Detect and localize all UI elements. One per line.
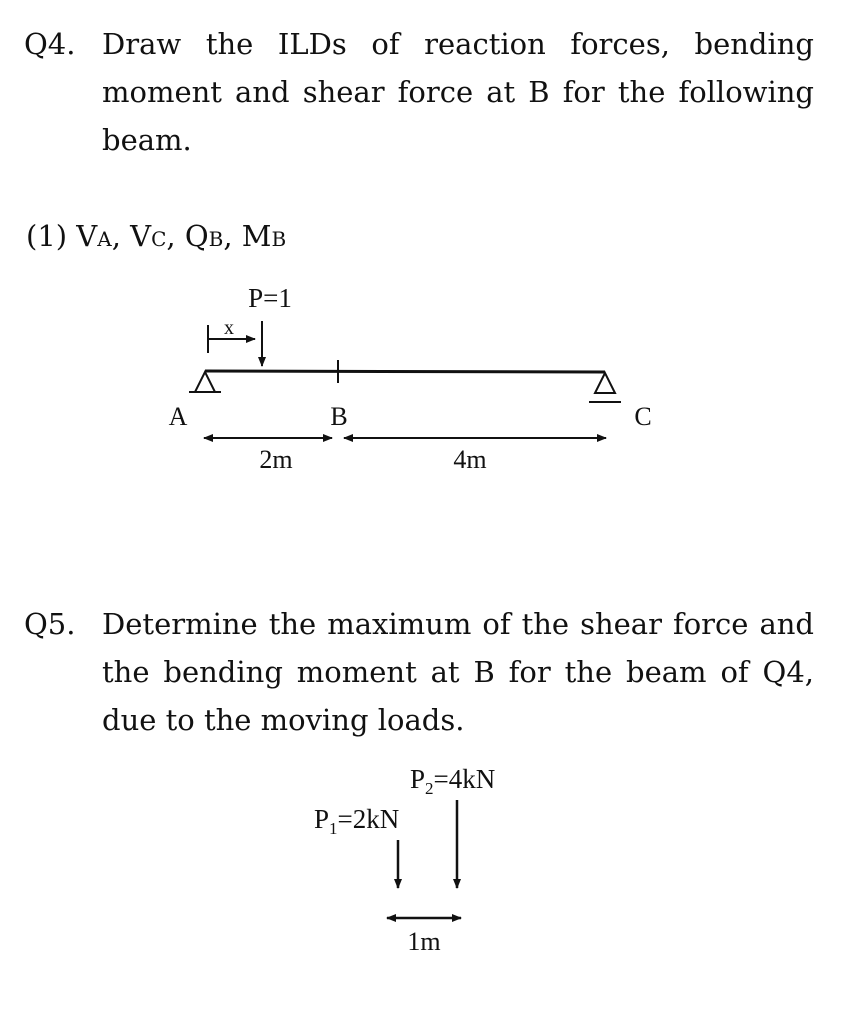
x-dimension	[208, 317, 255, 353]
label-vc: VC,	[130, 219, 185, 253]
span-ab-label: 2m	[259, 445, 293, 474]
span-bc-label: 4m	[453, 445, 487, 474]
beam-figure	[169, 283, 652, 474]
p1-label: $P_1=2kN$	[314, 804, 400, 838]
support-a	[189, 372, 221, 392]
label-mb: MB	[241, 219, 287, 253]
moving-loads-figure	[314, 764, 495, 956]
label-qb: QB,	[184, 219, 242, 253]
load-label: P=1	[248, 283, 292, 313]
point-b-label: B	[330, 402, 348, 431]
question-4-text: Draw the ILDs of reaction forces, bending moment and shear force at B for the following beam.	[102, 27, 814, 157]
question-5-text: Determine the maximum of the shear force and the bending moment at B for the beam of Q4, due to the moving loads.	[102, 607, 814, 737]
point-a-label: A	[168, 402, 188, 431]
part-1-prefix: (1)	[26, 219, 77, 253]
p2-label: $P_2=4kN$	[410, 764, 496, 798]
x-label: x	[224, 317, 234, 339]
question-4-number: Q4.	[24, 27, 76, 61]
support-c	[589, 373, 621, 402]
question-5-number: Q5.	[24, 607, 76, 641]
beam-line	[205, 371, 605, 372]
label-va: VA,	[76, 219, 131, 253]
point-c-label: C	[634, 402, 652, 431]
spacing-label: 1m	[407, 927, 441, 956]
